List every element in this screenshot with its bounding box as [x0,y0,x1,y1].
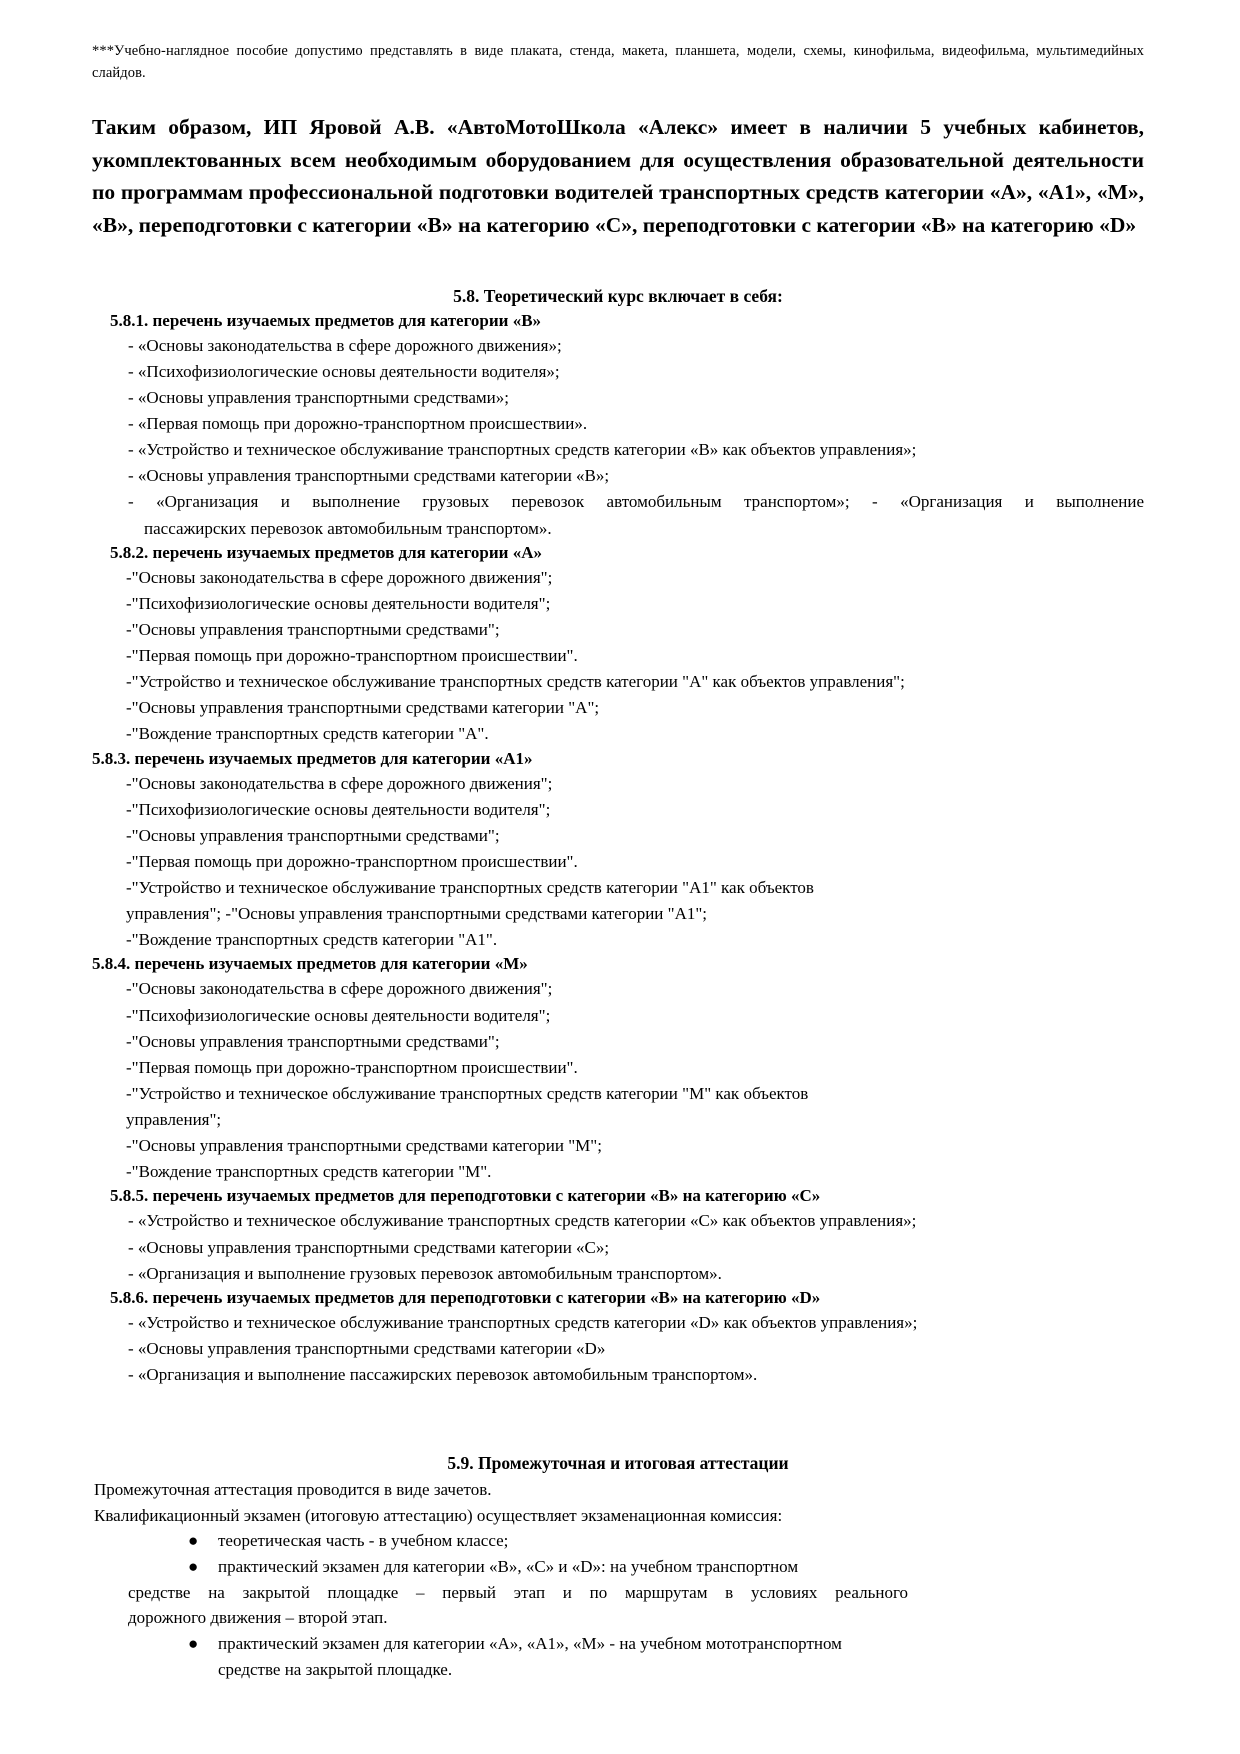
list-item: -"Основы управления транспортными средствами категории "М"; [126,1136,602,1156]
subsection-heading-582: 5.8.2. перечень изучаемых предметов для категории «А» [110,542,542,562]
list-item: - «Основы управления транспортными средствами категории «D» [128,1338,606,1358]
list-item: -"Основы законодательства в сфере дорожного движения"; [126,979,553,999]
section-59-intro-2: Квалификационный экзамен (итоговую аттестацию) осуществляет экзаменационная комиссия: [94,1505,783,1525]
list-item: - «Основы управления транспортными средствами категории «С»; [128,1237,610,1257]
list-item: - «Первая помощь при дорожно-транспортном происшествии». [128,414,588,433]
bullet-text-continuation: средстве на закрытой площадке. [218,1659,453,1679]
subsection-heading-586: 5.8.6. перечень изучаемых предметов для переподготовки с категории «В» на категорию «D» [110,1287,821,1307]
bullet-text: практический экзамен для категории «В», «С» и «D»: на учебном транспортном [218,1557,799,1577]
list-item: -"Первая помощь при дорожно-транспортном происшествии". [126,1057,578,1077]
bullet-text-continuation: дорожного движения – второй этап. [128,1608,388,1628]
spacer [92,1389,1144,1423]
list-item-continuation: управления"; [126,1110,222,1129]
footnote-text: ***Учебно-наглядное пособие допустимо представлять в виде плаката, стенда, макета, планшета, модели, схемы, кинофильма, видеофильма, мультимедийных слайдов. [92,43,1144,82]
list-item: - «Устройство и техническое обслуживание транспортных средств категории «С» как объектов управления»; [128,1211,917,1231]
list-item: -"Основы управления транспортными средствами"; [126,619,500,639]
section-58-title: 5.8. Теоретический курс включает в себя: [453,285,783,306]
list-item: - «Устройство и техническое обслуживание транспортных средств категории «D» как объектов управления»; [128,1312,918,1332]
list-item: - «Организация и выполнение грузовых перевозок автомобильным транспортом». [128,1263,722,1283]
bullet-item [92,1555,1144,1580]
bullet-marker-icon: ● [188,1633,199,1653]
list-item: - «Организация и выполнение пассажирских перевозок автомобильным транспортом». [128,1365,758,1384]
list-item: -"Основы законодательства в сфере дорожного движения"; [126,773,553,793]
list-item: - «Организация и выполнение грузовых перевозок автомобильным транспортом»; - «Организация и выполнение [128,492,1144,512]
list-item: - «Устройство и техническое обслуживание транспортных средств категории «В» как объектов управления»; [128,440,917,460]
list-item: -"Вождение транспортных средств категории "М". [126,1162,492,1182]
bullet-item [92,1529,1144,1554]
list-item: -"Первая помощь при дорожно-транспортном происшествии". [126,646,578,665]
list-item: -"Устройство и техническое обслуживание транспортных средств категории "М" как объектов [126,1083,809,1103]
bullet-item [92,1632,1144,1657]
bullet-marker-icon: ● [188,1531,199,1551]
list-item: -"Вождение транспортных средств категории "А". [126,724,489,744]
bullet-text: практический экзамен для категории «А», «А1», «М» - на учебном мототранспортном [218,1633,842,1653]
list-item: - «Основы законодательства в сфере дорожного движения»; [128,335,562,355]
list-item: -"Психофизиологические основы деятельности водителя"; [126,593,551,613]
list-item-continuation: пассажирских перевозок автомобильным транспортом». [144,518,552,538]
list-item: -"Основы управления транспортными средствами"; [126,825,500,845]
lead-paragraph: Таким образом, ИП Яровой А.В. «АвтоМотоШкола «Алекс» имеет в наличии 5 учебных кабинетов, укомплектованных всем необходимым оборудованием для осуществления образовательной деятельности по программам профессиональной подготовки водителей транспортных средств категории «А», «А1», «М», «В», переподготовки с категории «В» на категорию «С», переподготовки с категории «В» на категорию «D» [92,114,1144,237]
list-item: -"Психофизиологические основы деятельности водителя"; [126,799,551,819]
list-item: - «Основы управления транспортными средствами»; [128,387,509,407]
subsection-heading-581: 5.8.1. перечень изучаемых предметов для категории «В» [110,310,542,330]
subsection-heading-584: 5.8.4. перечень изучаемых предметов для категории «М» [92,954,528,974]
list-item: -"Устройство и техническое обслуживание транспортных средств категории "А1" как объектов [126,878,814,897]
list-item: -"Вождение транспортных средств категории "А1". [126,930,498,950]
section-59-title: 5.9. Промежуточная и итоговая аттестации [447,1453,789,1474]
list-item: -"Основы управления транспортными средствами категории "А"; [126,698,600,718]
subsection-heading-583: 5.8.3. перечень изучаемых предметов для категории «А1» [92,748,533,768]
bullet-text: теоретическая часть - в учебном классе; [218,1531,509,1551]
bullet-marker-icon: ● [188,1557,199,1577]
list-item: -"Основы законодательства в сфере дорожного движения"; [126,567,553,587]
section-59-intro-1: Промежуточная аттестация проводится в виде зачетов. [94,1480,492,1500]
subsection-heading-585: 5.8.5. перечень изучаемых предметов для переподготовки с категории «В» на категорию «С» [110,1186,821,1206]
list-item: - «Психофизиологические основы деятельности водителя»; [128,361,560,381]
list-item: -"Устройство и техническое обслуживание транспортных средств категории "А" как объектов управления"; [126,672,905,692]
list-item: -"Психофизиологические основы деятельности водителя"; [126,1005,551,1025]
list-item: -"Основы управления транспортными средствами"; [126,1031,500,1051]
list-item: -"Первая помощь при дорожно-транспортном происшествии". [126,851,578,871]
list-item: - «Основы управления транспортными средствами категории «В»; [128,466,610,486]
spacer [92,242,1144,256]
bullet-text-continuation: средстве на закрытой площадке – первый этап и по маршрутам в условиях реального [128,1582,908,1602]
list-item-continuation: управления"; -"Основы управления транспортными средствами категории "А1"; [126,904,708,924]
